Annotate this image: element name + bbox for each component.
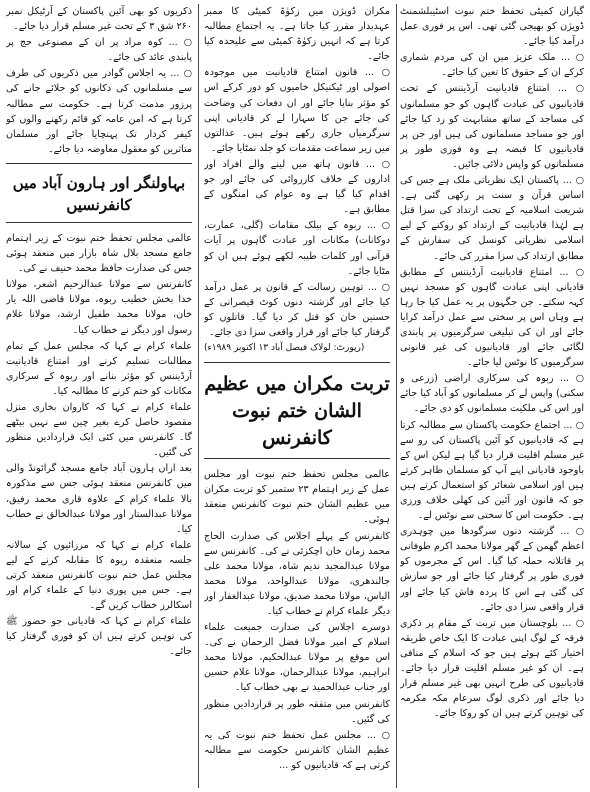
section-divider	[204, 458, 390, 459]
right-column	[400, 4, 584, 788]
article-paragraph: ○ ... ملک عزیز میں ان کی مردم شماری کرکے ان کے حقوق کا تعین کیا جائے۔	[400, 52, 584, 79]
article-paragraph: ○ ... توہین رسالت کے قانون پر عمل درآمد کیا جائے اور گزشتہ دنوں کوٹ قیصرانی کے حسنین خان کو قتل کر دیا گیا۔ قاتلوں کو گرفتار کیا جائے اور قرار واقعی سزا دی جائے۔	[204, 281, 390, 338]
column-divider-right	[396, 4, 397, 788]
article-paragraph: ○ ... قانون امتناع قادیانیت میں موجودہ اصولی اور ٹیکنیکل خامیوں کو دور کرکے اس کو مؤثر بنایا جائے اور ان دفعات کی وضاحت کی جائے جن کا سہارا لے کر قادیانی اپنی سرگرمیاں جاری رکھے ہوئے ہیں۔ عدالتوں میں زیر سماعت مقدمات کو جلد نمٹایا جائے۔	[204, 67, 390, 154]
article-paragraph: بعد ازاں ہارون آباد جامع مسجد گرائونڈ والی میں کانفرنس منعقد ہوئی جس سے مذکورہ بالا علماء کرام کے علاوہ قاری محمد رفیق، مولانا عبدالستار اور مولانا عبدالخالق نے خطاب کیا۔	[6, 463, 192, 535]
article-paragraph: ○ ... پاکستان ایک نظریاتی ملک ہے جس کی اساس قرآن و سنت پر رکھی گئی ہے۔ شریعت اسلامیہ کے تحت ارتداد کی سزا قتل ہے لہٰذا قادیانیت کے ارتداد کو روکنے کے لیے اسلامی نظریاتی کونسل کی سفارش کے مطابق ارتداد کی سزا مقرر کی جائے۔	[400, 175, 584, 262]
article-paragraph: ○ ... مجلس عمل تحفظ ختم نبوت کی یہ عظیم الشان کانفرنس حکومت سے مطالبہ کرتی ہے کہ قادیانیوں کو ...	[204, 729, 390, 771]
article-paragraph: ذکریوں کو بھی آئین پاکستان کے آرٹیکل نمبر ۲۶۰ شق ۳ کے تحت غیر مسلم قرار دیا جائے۔	[6, 6, 192, 33]
article-paragraph: علماء کرام نے کہا کہ کاروان بخاری منزل مقصود حاصل کرے بغیر چین سے نہیں بیٹھے گا۔ کانفرنس میں کئی ایک قراردادیں منظور کی گئیں۔	[6, 401, 192, 459]
article-paragraph: ○ ... کوہ مراد پر ان کے مصنوعی حج پر پابندی عائد کی جائے۔	[6, 37, 192, 64]
article-paragraph: کانفرنس کے پہلے اجلاس کی صدارت الحاج محمد زمان خان اچکزئی نے کی۔ کانفرنس سے مولانا عبدالمجید ندیم شاہ، مولانا محمد علی جالندھری، مولانا عبدالواحد، مولانا محمد الیاس، مولانا محمد صدیق، مولانا عبدالغفار اور دیگر علماء کرام نے خطاب کیا۔	[204, 530, 390, 617]
article-paragraph: گیاران کمیٹی تحفظ ختم نبوت اسٹیبلشمنٹ ڈویژن کو بھیجی گئی تھی۔ اس پر فوری عمل درآمد کیا جائے۔	[400, 6, 584, 48]
article-paragraph: دوسرے اجلاس کی صدارت جمیعت علماء اسلام کے امیر مولانا فضل الرحمان نے کی۔ اس موقع پر مولانا عبدالحکیم، مولانا محمد ابراہیم، مولانا عبدالرحمان، مولانا غلام حسین اور جناب عبدالحمید نے بھی خطاب کیا۔	[204, 622, 390, 694]
left-column	[6, 4, 192, 788]
article-paragraph: ○ ... یہ اجلاس گوادر میں ذکریوں کی طرف سے مسلمانوں کی دکانوں کو جلائے جانے کی پرزور مذمت کرتا ہے۔ حکومت سے مطالبہ کرتا ہے کہ امن عامہ کو قائم رکھنے والوں کو کیفر کردار تک پہنچایا جائے اور مسلمان متاثرین کو معقول معاوضہ دیا جائے۔	[6, 68, 192, 155]
article-paragraph: کانفرنس سے مولانا عبدالرحیم اشعر، مولانا خدا بخش خطیب ربوہ، مولانا قاضی اللہ یار خان، مولانا محمد طفیل ارشد، مولانا غلام رسول اور دیگر نے خطاب کیا۔	[6, 279, 192, 336]
article-paragraph: ○ ... امتناع قادیانیت آرڈیننس کے تحت قادیانیوں کی عبادت گاہوں کو جو مسلمانوں کی مساجد کے ساتھ مشابہت کو رد کیا جائے اور جو مساجد مسلمانوں کی ہیں اور جن پر قادیانیوں کا قبضہ ہے وہ فوری طور پر مسلمانوں کو واپس دلائی جائیں۔	[400, 83, 584, 170]
article-paragraph: مکران ڈویژن میں زکوٰۃ کمیٹی کا ممبر عہدیدار مقرر کیا جاتا ہے۔ یہ اجتماع مطالبہ کرتا ہے کہ انہیں زکوٰۃ کمیٹی سے علیحدہ کیا جائے۔	[204, 6, 390, 63]
column-divider-left	[198, 4, 199, 788]
report-credit: (رپورٹ: لولاک فیصل آباد ۱۳ اکتوبر ۱۹۸۹ء)	[204, 343, 365, 354]
article-paragraph: کانفرنس میں متفقہ طور پر قراردادیں منظور کی گئیں۔	[204, 698, 390, 725]
section-divider	[204, 362, 390, 363]
article-paragraph: علماء کرام نے کہا کہ مجلس عمل کے تمام مطالبات تسلیم کرنے اور امتناع قادیانیت آرڈیننس کو مؤثر بنانے اور ربوہ کے سرکاری مکانات کو ختم کرنے کا مطالبہ کیا۔	[6, 340, 192, 397]
article-paragraph: ○ ... گزشتہ دنوں سرگودھا میں چوہدری اعظم گھمن کے گھر مولانا محمد اکرم طوفانی پر قاتلانہ حملہ کیا گیا۔ اس کے مجرموں کو فوری طور پر گرفتار کیا جائے اور جو سازش کی گئی ہے اس کا پردہ فاش کیا جائے اور قرار واقعی سزا دی جائے۔	[400, 526, 584, 613]
article-paragraph: عالمی مجلس تحفظ ختم نبوت کے زیر اہتمام جامع مسجد بلال شاہ بازار میں منعقد ہوئی جس کی صدارت حافظ محمد حنیف نے کی۔	[6, 232, 192, 275]
bahawalnagar-conference-heading: بہاولنگر اور ہارون آباد میں کانفرنسیں	[12, 173, 186, 214]
article-paragraph: ○ ... بلوچستان میں تربت کے مقام پر ذکری فرقہ کے لوگ اپنی عبادت کا ایک خاص طریقہ اختیار کئے ہوئے ہیں جو کہ اسلام کے منافی ہے۔ ان کو غیر مسلم اقلیت قرار دیا جائے۔ قادیانیوں کی طرح انہیں بھی غیر مسلم قرار دیا جائے اور ذکری لوگ سرعام مکہ مکرمہ کی توہین کرتے ہیں ان کو روکا جائے۔	[400, 617, 584, 720]
section-divider	[6, 163, 192, 164]
article-paragraph: ○ ... ربوہ کے بیلک مقامات (گلی، عمارت، دوکانات) مکانات اور عبادت گاہوں پر آیات قرآنی اور کلمات طیبہ لکھے ہوئے ہیں ان کو مٹایا جائے۔	[204, 220, 390, 277]
article-paragraph: ○ ... اجتماع حکومت پاکستان سے مطالبہ کرتا ہے کہ قادیانیوں کو آئین پاکستان کی رو سے غیر مسلم اقلیت قرار دیا گیا ہے لیکن اس کے باوجود قادیانی اپنے آپ کو مسلمان ظاہر کرتے ہیں اور اسلامی شعائر کو استعمال کرتے ہیں جو کہ قانون اور آئین کی کھلی خلاف ورزی ہے۔ حکومت اس کا سختی سے نوٹس لے۔	[400, 419, 584, 522]
article-paragraph: ○ ... ربوہ کی سرکاری اراضی (زرعی و سکنی) واپس لے کر مسلمانوں کو آباد کیا جائے اور اس کی ملکیت مسلمانوں کو دی جائے۔	[400, 373, 584, 415]
section-divider	[6, 222, 192, 223]
article-paragraph: ○ ... امتناع قادیانیت آرڈیننس کے مطابق قادیانی اپنی عبادت گاہوں کو مسجد نہیں کہہ سکتے۔ جن جگہوں پر یہ عمل کیا جا رہا ہے وہاں اس پر سختی سے عمل درآمد کرایا جائے اور ان کی تبلیغی سرگرمیوں پر پابندی لگائی جائے اور قادیانیوں کی غیر قانونی سرگرمیوں کا نوٹس لیا جائے۔	[400, 266, 584, 369]
article-paragraph: عالمی مجلس تحفظ ختم نبوت اور مجلس عمل کے زیر اہتمام ۲۳ ستمبر کو تربت مکران میں عظیم الشان ختم نبوت کانفرنس منعقد ہوئی۔	[204, 469, 390, 526]
turbat-conference-heading: تربت مکران میں عظیم الشان ختم نبوت کانفرنس	[204, 373, 390, 450]
article-paragraph: علماء کرام نے کہا کہ مرزائیوں کے سالانہ جلسہ منعقدہ ربوہ کا مقابلہ کرنے کے لیے مجلس عمل ختم نبوت کانفرنس منعقد کرتی ہے۔ جس میں پوری دنیا کے علماء کرام اور اسکالرز خطاب کریں گے۔	[6, 539, 192, 612]
article-paragraph: ○ ... قانون ہاتھ میں لینے والے افراد اور اداروں کے خلاف کارروائی کی جائے اور جو اقدام کیا گیا ہے وہ عوام کی امنگوں کے مطابق ہے۔	[204, 158, 390, 216]
article-paragraph: علماء کرام نے کہا کہ قادیانی جو حضور ﷺ کی توہین کرتے ہیں ان کو فوری گرفتار کیا جائے۔	[6, 616, 192, 658]
middle-column	[204, 4, 390, 788]
